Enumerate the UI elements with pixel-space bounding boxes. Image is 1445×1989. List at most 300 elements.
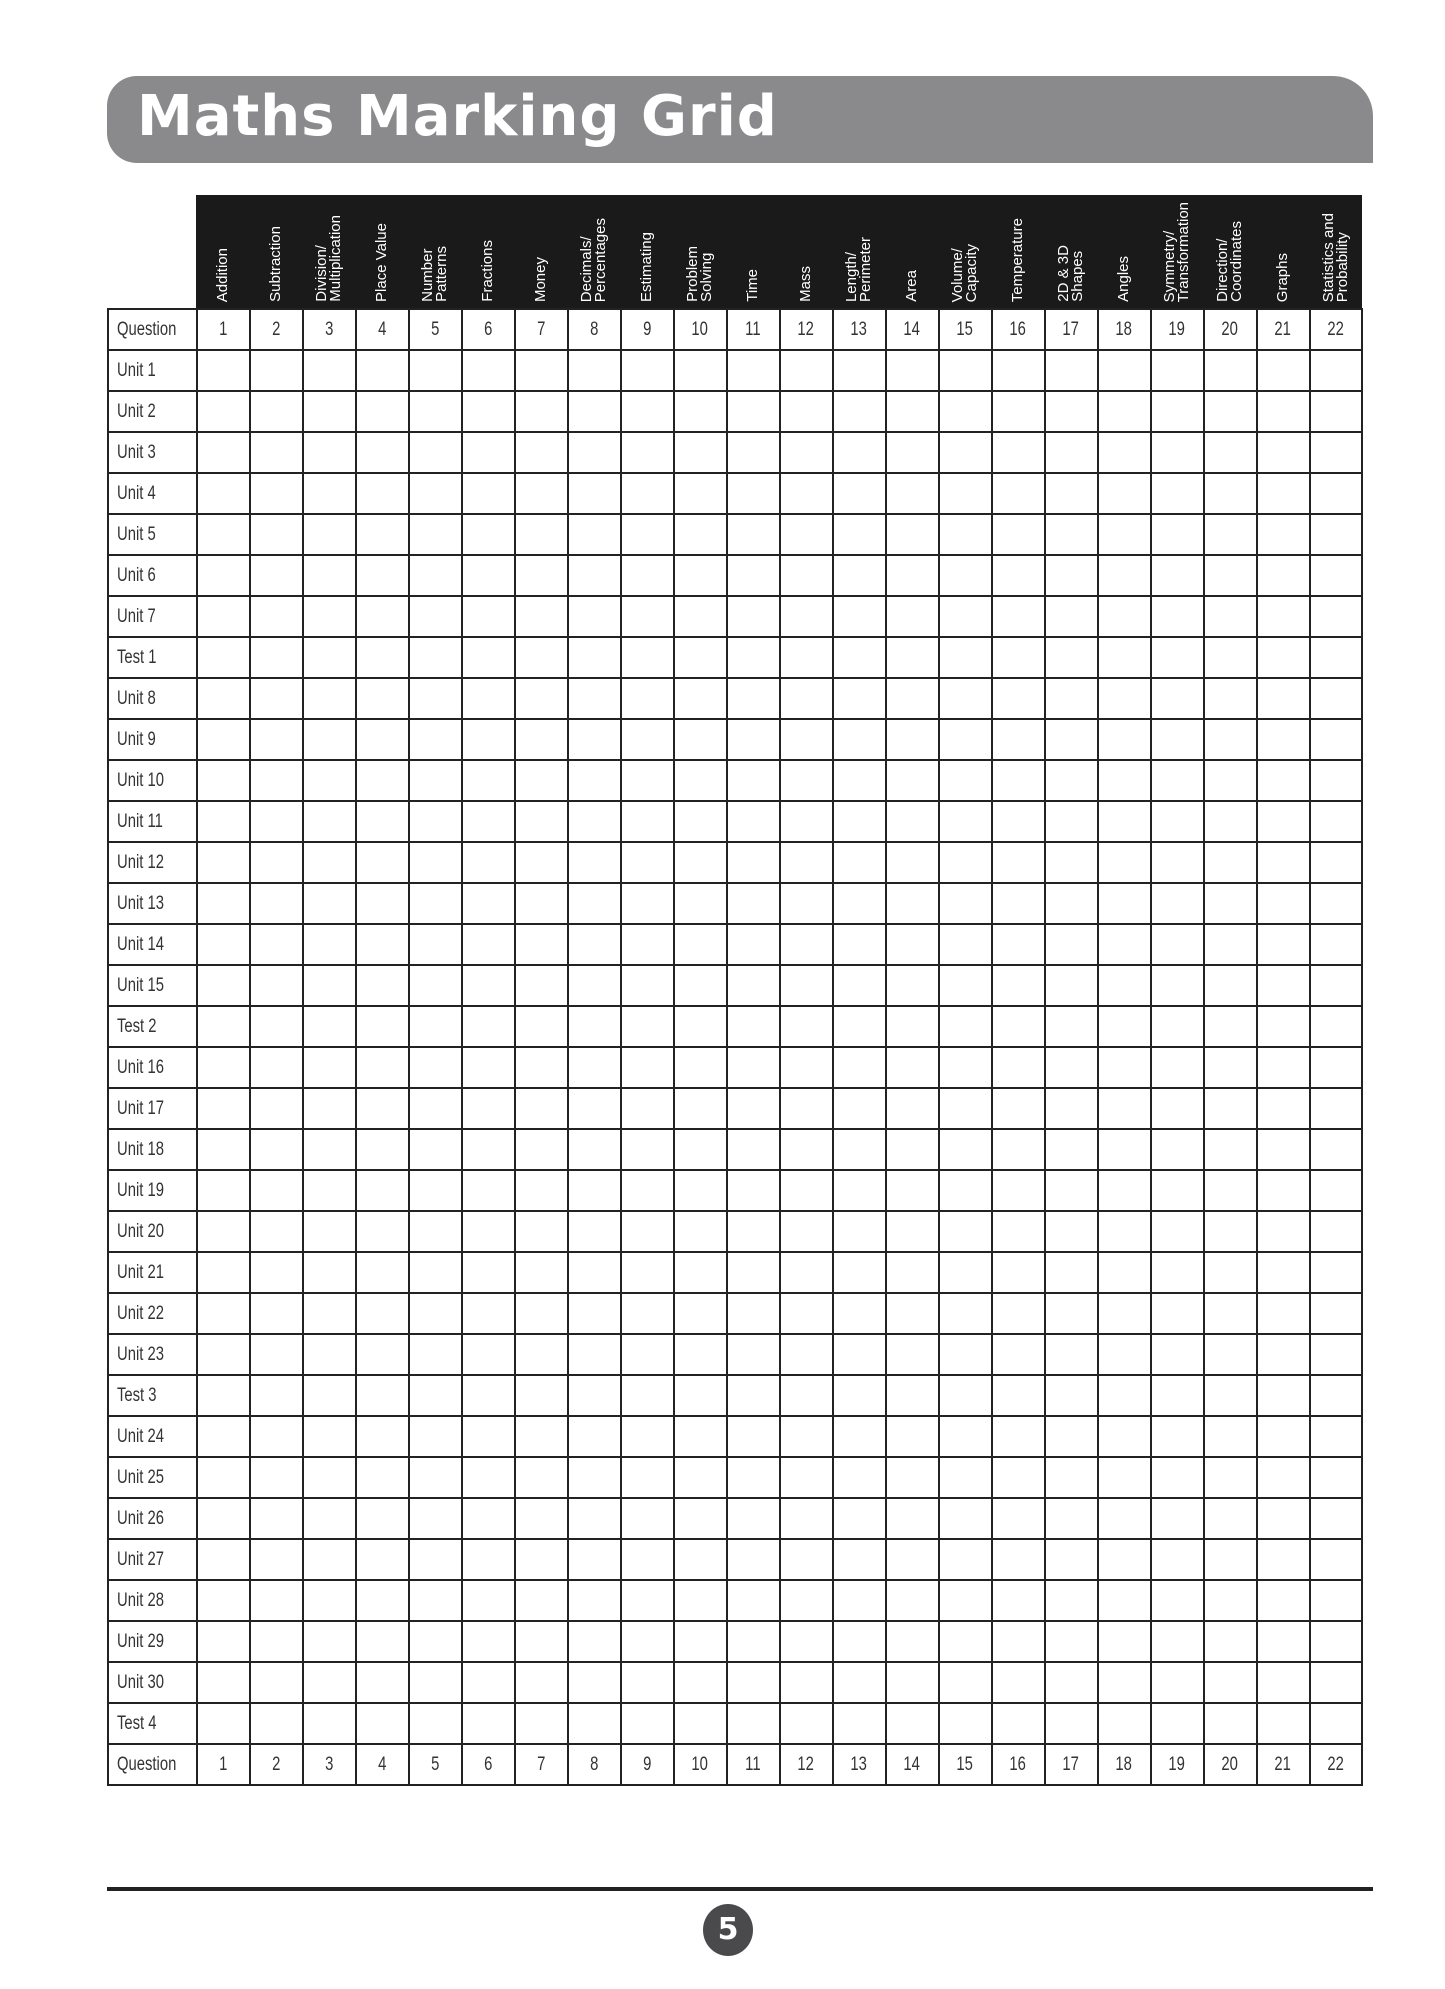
mark-cell[interactable] bbox=[1151, 1539, 1204, 1580]
mark-cell[interactable] bbox=[250, 760, 303, 801]
mark-cell[interactable] bbox=[727, 965, 780, 1006]
mark-cell[interactable] bbox=[621, 801, 674, 842]
mark-cell[interactable] bbox=[250, 1129, 303, 1170]
mark-cell[interactable] bbox=[515, 1170, 568, 1211]
mark-cell[interactable] bbox=[568, 760, 621, 801]
mark-cell[interactable] bbox=[1098, 514, 1151, 555]
mark-cell[interactable] bbox=[939, 1662, 992, 1703]
mark-cell[interactable] bbox=[462, 391, 515, 432]
mark-cell[interactable] bbox=[250, 432, 303, 473]
mark-cell[interactable] bbox=[356, 432, 409, 473]
mark-cell[interactable] bbox=[780, 719, 833, 760]
mark-cell[interactable] bbox=[356, 760, 409, 801]
mark-cell[interactable] bbox=[197, 1703, 250, 1744]
mark-cell[interactable] bbox=[197, 678, 250, 719]
mark-cell[interactable] bbox=[197, 596, 250, 637]
mark-cell[interactable] bbox=[727, 924, 780, 965]
mark-cell[interactable] bbox=[1098, 637, 1151, 678]
mark-cell[interactable] bbox=[515, 1252, 568, 1293]
mark-cell[interactable] bbox=[197, 1252, 250, 1293]
mark-cell[interactable] bbox=[1204, 1211, 1257, 1252]
mark-cell[interactable] bbox=[780, 924, 833, 965]
mark-cell[interactable] bbox=[1310, 1375, 1363, 1416]
mark-cell[interactable] bbox=[833, 965, 886, 1006]
mark-cell[interactable] bbox=[992, 1539, 1045, 1580]
mark-cell[interactable] bbox=[303, 965, 356, 1006]
mark-cell[interactable] bbox=[1257, 842, 1310, 883]
mark-cell[interactable] bbox=[356, 842, 409, 883]
mark-cell[interactable] bbox=[303, 1580, 356, 1621]
mark-cell[interactable] bbox=[250, 1498, 303, 1539]
mark-cell[interactable] bbox=[886, 1293, 939, 1334]
mark-cell[interactable] bbox=[409, 760, 462, 801]
mark-cell[interactable] bbox=[1310, 473, 1363, 514]
mark-cell[interactable] bbox=[886, 1088, 939, 1129]
mark-cell[interactable] bbox=[1098, 1580, 1151, 1621]
mark-cell[interactable] bbox=[1257, 965, 1310, 1006]
mark-cell[interactable] bbox=[621, 678, 674, 719]
mark-cell[interactable] bbox=[1204, 1375, 1257, 1416]
mark-cell[interactable] bbox=[939, 1211, 992, 1252]
mark-cell[interactable] bbox=[1045, 1703, 1098, 1744]
mark-cell[interactable] bbox=[674, 1703, 727, 1744]
mark-cell[interactable] bbox=[1204, 473, 1257, 514]
mark-cell[interactable] bbox=[356, 1457, 409, 1498]
mark-cell[interactable] bbox=[727, 555, 780, 596]
mark-cell[interactable] bbox=[1257, 1375, 1310, 1416]
mark-cell[interactable] bbox=[462, 1580, 515, 1621]
mark-cell[interactable] bbox=[621, 1129, 674, 1170]
mark-cell[interactable] bbox=[992, 432, 1045, 473]
mark-cell[interactable] bbox=[462, 1703, 515, 1744]
mark-cell[interactable] bbox=[674, 1621, 727, 1662]
mark-cell[interactable] bbox=[992, 350, 1045, 391]
mark-cell[interactable] bbox=[356, 1129, 409, 1170]
mark-cell[interactable] bbox=[727, 1129, 780, 1170]
mark-cell[interactable] bbox=[833, 1170, 886, 1211]
mark-cell[interactable] bbox=[303, 883, 356, 924]
mark-cell[interactable] bbox=[939, 555, 992, 596]
mark-cell[interactable] bbox=[462, 1047, 515, 1088]
mark-cell[interactable] bbox=[833, 432, 886, 473]
mark-cell[interactable] bbox=[939, 432, 992, 473]
mark-cell[interactable] bbox=[409, 1334, 462, 1375]
mark-cell[interactable] bbox=[1204, 965, 1257, 1006]
mark-cell[interactable] bbox=[462, 760, 515, 801]
mark-cell[interactable] bbox=[886, 1047, 939, 1088]
mark-cell[interactable] bbox=[1098, 1006, 1151, 1047]
mark-cell[interactable] bbox=[1098, 391, 1151, 432]
mark-cell[interactable] bbox=[992, 1580, 1045, 1621]
mark-cell[interactable] bbox=[727, 760, 780, 801]
mark-cell[interactable] bbox=[886, 473, 939, 514]
mark-cell[interactable] bbox=[462, 1129, 515, 1170]
mark-cell[interactable] bbox=[992, 1006, 1045, 1047]
mark-cell[interactable] bbox=[462, 1416, 515, 1457]
mark-cell[interactable] bbox=[303, 719, 356, 760]
mark-cell[interactable] bbox=[780, 391, 833, 432]
mark-cell[interactable] bbox=[780, 760, 833, 801]
mark-cell[interactable] bbox=[1151, 760, 1204, 801]
mark-cell[interactable] bbox=[1310, 1211, 1363, 1252]
mark-cell[interactable] bbox=[886, 1170, 939, 1211]
mark-cell[interactable] bbox=[727, 1621, 780, 1662]
mark-cell[interactable] bbox=[356, 883, 409, 924]
mark-cell[interactable] bbox=[674, 350, 727, 391]
mark-cell[interactable] bbox=[939, 760, 992, 801]
mark-cell[interactable] bbox=[1257, 1662, 1310, 1703]
mark-cell[interactable] bbox=[250, 678, 303, 719]
mark-cell[interactable] bbox=[992, 1375, 1045, 1416]
mark-cell[interactable] bbox=[1204, 883, 1257, 924]
mark-cell[interactable] bbox=[1310, 842, 1363, 883]
mark-cell[interactable] bbox=[568, 637, 621, 678]
mark-cell[interactable] bbox=[621, 965, 674, 1006]
mark-cell[interactable] bbox=[568, 924, 621, 965]
mark-cell[interactable] bbox=[1098, 1088, 1151, 1129]
mark-cell[interactable] bbox=[568, 473, 621, 514]
mark-cell[interactable] bbox=[1045, 1539, 1098, 1580]
mark-cell[interactable] bbox=[992, 924, 1045, 965]
mark-cell[interactable] bbox=[515, 1293, 568, 1334]
mark-cell[interactable] bbox=[250, 801, 303, 842]
mark-cell[interactable] bbox=[1257, 555, 1310, 596]
mark-cell[interactable] bbox=[674, 965, 727, 1006]
mark-cell[interactable] bbox=[250, 1047, 303, 1088]
mark-cell[interactable] bbox=[1045, 1170, 1098, 1211]
mark-cell[interactable] bbox=[1204, 1006, 1257, 1047]
mark-cell[interactable] bbox=[356, 801, 409, 842]
mark-cell[interactable] bbox=[1151, 1498, 1204, 1539]
mark-cell[interactable] bbox=[992, 1252, 1045, 1293]
mark-cell[interactable] bbox=[1310, 1662, 1363, 1703]
mark-cell[interactable] bbox=[1257, 514, 1310, 555]
mark-cell[interactable] bbox=[674, 1457, 727, 1498]
mark-cell[interactable] bbox=[1151, 883, 1204, 924]
mark-cell[interactable] bbox=[356, 1006, 409, 1047]
mark-cell[interactable] bbox=[727, 596, 780, 637]
mark-cell[interactable] bbox=[568, 514, 621, 555]
mark-cell[interactable] bbox=[939, 1416, 992, 1457]
mark-cell[interactable] bbox=[568, 801, 621, 842]
mark-cell[interactable] bbox=[780, 1580, 833, 1621]
mark-cell[interactable] bbox=[621, 1293, 674, 1334]
mark-cell[interactable] bbox=[780, 1088, 833, 1129]
mark-cell[interactable] bbox=[1257, 1457, 1310, 1498]
mark-cell[interactable] bbox=[886, 391, 939, 432]
mark-cell[interactable] bbox=[1098, 1047, 1151, 1088]
mark-cell[interactable] bbox=[197, 1047, 250, 1088]
mark-cell[interactable] bbox=[1310, 924, 1363, 965]
mark-cell[interactable] bbox=[780, 801, 833, 842]
mark-cell[interactable] bbox=[674, 1416, 727, 1457]
mark-cell[interactable] bbox=[515, 637, 568, 678]
mark-cell[interactable] bbox=[939, 637, 992, 678]
mark-cell[interactable] bbox=[833, 1703, 886, 1744]
mark-cell[interactable] bbox=[250, 1088, 303, 1129]
mark-cell[interactable] bbox=[727, 1006, 780, 1047]
mark-cell[interactable] bbox=[1045, 1375, 1098, 1416]
mark-cell[interactable] bbox=[250, 1580, 303, 1621]
mark-cell[interactable] bbox=[303, 514, 356, 555]
mark-cell[interactable] bbox=[833, 596, 886, 637]
mark-cell[interactable] bbox=[250, 1006, 303, 1047]
mark-cell[interactable] bbox=[409, 350, 462, 391]
mark-cell[interactable] bbox=[356, 719, 409, 760]
mark-cell[interactable] bbox=[621, 1252, 674, 1293]
mark-cell[interactable] bbox=[886, 760, 939, 801]
mark-cell[interactable] bbox=[780, 473, 833, 514]
mark-cell[interactable] bbox=[780, 1457, 833, 1498]
mark-cell[interactable] bbox=[515, 1006, 568, 1047]
mark-cell[interactable] bbox=[462, 1211, 515, 1252]
mark-cell[interactable] bbox=[1045, 1457, 1098, 1498]
mark-cell[interactable] bbox=[462, 1293, 515, 1334]
mark-cell[interactable] bbox=[303, 1334, 356, 1375]
mark-cell[interactable] bbox=[939, 1334, 992, 1375]
mark-cell[interactable] bbox=[1045, 1498, 1098, 1539]
mark-cell[interactable] bbox=[568, 1047, 621, 1088]
mark-cell[interactable] bbox=[1204, 1252, 1257, 1293]
mark-cell[interactable] bbox=[462, 1662, 515, 1703]
mark-cell[interactable] bbox=[886, 678, 939, 719]
mark-cell[interactable] bbox=[568, 1457, 621, 1498]
mark-cell[interactable] bbox=[674, 637, 727, 678]
mark-cell[interactable] bbox=[1257, 637, 1310, 678]
mark-cell[interactable] bbox=[1257, 1703, 1310, 1744]
mark-cell[interactable] bbox=[1045, 1662, 1098, 1703]
mark-cell[interactable] bbox=[409, 1498, 462, 1539]
mark-cell[interactable] bbox=[1045, 1621, 1098, 1662]
mark-cell[interactable] bbox=[939, 1539, 992, 1580]
mark-cell[interactable] bbox=[992, 965, 1045, 1006]
mark-cell[interactable] bbox=[621, 637, 674, 678]
mark-cell[interactable] bbox=[939, 391, 992, 432]
mark-cell[interactable] bbox=[1310, 1006, 1363, 1047]
mark-cell[interactable] bbox=[1045, 391, 1098, 432]
mark-cell[interactable] bbox=[727, 883, 780, 924]
mark-cell[interactable] bbox=[197, 473, 250, 514]
mark-cell[interactable] bbox=[939, 1170, 992, 1211]
mark-cell[interactable] bbox=[886, 1703, 939, 1744]
mark-cell[interactable] bbox=[886, 1457, 939, 1498]
mark-cell[interactable] bbox=[197, 1375, 250, 1416]
mark-cell[interactable] bbox=[727, 1539, 780, 1580]
mark-cell[interactable] bbox=[1098, 883, 1151, 924]
mark-cell[interactable] bbox=[356, 1662, 409, 1703]
mark-cell[interactable] bbox=[515, 883, 568, 924]
mark-cell[interactable] bbox=[1310, 1170, 1363, 1211]
mark-cell[interactable] bbox=[409, 1580, 462, 1621]
mark-cell[interactable] bbox=[780, 883, 833, 924]
mark-cell[interactable] bbox=[886, 842, 939, 883]
mark-cell[interactable] bbox=[1045, 350, 1098, 391]
mark-cell[interactable] bbox=[303, 842, 356, 883]
mark-cell[interactable] bbox=[992, 1498, 1045, 1539]
mark-cell[interactable] bbox=[727, 842, 780, 883]
mark-cell[interactable] bbox=[197, 1539, 250, 1580]
mark-cell[interactable] bbox=[780, 1375, 833, 1416]
mark-cell[interactable] bbox=[886, 965, 939, 1006]
mark-cell[interactable] bbox=[833, 514, 886, 555]
mark-cell[interactable] bbox=[1257, 1211, 1310, 1252]
mark-cell[interactable] bbox=[250, 883, 303, 924]
mark-cell[interactable] bbox=[833, 678, 886, 719]
mark-cell[interactable] bbox=[1204, 1293, 1257, 1334]
mark-cell[interactable] bbox=[1204, 924, 1257, 965]
mark-cell[interactable] bbox=[674, 514, 727, 555]
mark-cell[interactable] bbox=[992, 760, 1045, 801]
mark-cell[interactable] bbox=[674, 1047, 727, 1088]
mark-cell[interactable] bbox=[568, 719, 621, 760]
mark-cell[interactable] bbox=[1204, 1703, 1257, 1744]
mark-cell[interactable] bbox=[409, 678, 462, 719]
mark-cell[interactable] bbox=[727, 678, 780, 719]
mark-cell[interactable] bbox=[1310, 801, 1363, 842]
mark-cell[interactable] bbox=[621, 1580, 674, 1621]
mark-cell[interactable] bbox=[1310, 1621, 1363, 1662]
mark-cell[interactable] bbox=[462, 678, 515, 719]
mark-cell[interactable] bbox=[197, 1088, 250, 1129]
mark-cell[interactable] bbox=[356, 637, 409, 678]
mark-cell[interactable] bbox=[1045, 883, 1098, 924]
mark-cell[interactable] bbox=[674, 1252, 727, 1293]
mark-cell[interactable] bbox=[939, 1252, 992, 1293]
mark-cell[interactable] bbox=[568, 432, 621, 473]
mark-cell[interactable] bbox=[1310, 1334, 1363, 1375]
mark-cell[interactable] bbox=[462, 1539, 515, 1580]
mark-cell[interactable] bbox=[1098, 924, 1151, 965]
mark-cell[interactable] bbox=[1257, 719, 1310, 760]
mark-cell[interactable] bbox=[674, 1006, 727, 1047]
mark-cell[interactable] bbox=[1310, 1580, 1363, 1621]
mark-cell[interactable] bbox=[1204, 1047, 1257, 1088]
mark-cell[interactable] bbox=[1310, 514, 1363, 555]
mark-cell[interactable] bbox=[833, 473, 886, 514]
mark-cell[interactable] bbox=[833, 1621, 886, 1662]
mark-cell[interactable] bbox=[356, 1170, 409, 1211]
mark-cell[interactable] bbox=[674, 1211, 727, 1252]
mark-cell[interactable] bbox=[992, 555, 1045, 596]
mark-cell[interactable] bbox=[515, 1457, 568, 1498]
mark-cell[interactable] bbox=[303, 1252, 356, 1293]
mark-cell[interactable] bbox=[250, 473, 303, 514]
mark-cell[interactable] bbox=[1098, 1211, 1151, 1252]
mark-cell[interactable] bbox=[939, 719, 992, 760]
mark-cell[interactable] bbox=[727, 1047, 780, 1088]
mark-cell[interactable] bbox=[939, 1006, 992, 1047]
mark-cell[interactable] bbox=[1098, 965, 1151, 1006]
mark-cell[interactable] bbox=[303, 1375, 356, 1416]
mark-cell[interactable] bbox=[250, 1252, 303, 1293]
mark-cell[interactable] bbox=[992, 473, 1045, 514]
mark-cell[interactable] bbox=[515, 1498, 568, 1539]
mark-cell[interactable] bbox=[1204, 1580, 1257, 1621]
mark-cell[interactable] bbox=[727, 801, 780, 842]
mark-cell[interactable] bbox=[727, 1375, 780, 1416]
mark-cell[interactable] bbox=[992, 1211, 1045, 1252]
mark-cell[interactable] bbox=[674, 842, 727, 883]
mark-cell[interactable] bbox=[1151, 965, 1204, 1006]
mark-cell[interactable] bbox=[1045, 1211, 1098, 1252]
mark-cell[interactable] bbox=[621, 1211, 674, 1252]
mark-cell[interactable] bbox=[886, 719, 939, 760]
mark-cell[interactable] bbox=[409, 1252, 462, 1293]
mark-cell[interactable] bbox=[674, 924, 727, 965]
mark-cell[interactable] bbox=[727, 432, 780, 473]
mark-cell[interactable] bbox=[886, 637, 939, 678]
mark-cell[interactable] bbox=[515, 1662, 568, 1703]
mark-cell[interactable] bbox=[674, 760, 727, 801]
mark-cell[interactable] bbox=[1310, 760, 1363, 801]
mark-cell[interactable] bbox=[462, 883, 515, 924]
mark-cell[interactable] bbox=[727, 473, 780, 514]
mark-cell[interactable] bbox=[727, 514, 780, 555]
mark-cell[interactable] bbox=[621, 1170, 674, 1211]
mark-cell[interactable] bbox=[303, 555, 356, 596]
mark-cell[interactable] bbox=[1310, 883, 1363, 924]
mark-cell[interactable] bbox=[1098, 596, 1151, 637]
mark-cell[interactable] bbox=[780, 596, 833, 637]
mark-cell[interactable] bbox=[1151, 719, 1204, 760]
mark-cell[interactable] bbox=[515, 350, 568, 391]
mark-cell[interactable] bbox=[621, 1662, 674, 1703]
mark-cell[interactable] bbox=[515, 555, 568, 596]
mark-cell[interactable] bbox=[197, 760, 250, 801]
mark-cell[interactable] bbox=[197, 924, 250, 965]
mark-cell[interactable] bbox=[1204, 1539, 1257, 1580]
mark-cell[interactable] bbox=[1310, 637, 1363, 678]
mark-cell[interactable] bbox=[1310, 1703, 1363, 1744]
mark-cell[interactable] bbox=[674, 432, 727, 473]
mark-cell[interactable] bbox=[1151, 596, 1204, 637]
mark-cell[interactable] bbox=[1045, 637, 1098, 678]
mark-cell[interactable] bbox=[1045, 1088, 1098, 1129]
mark-cell[interactable] bbox=[250, 1703, 303, 1744]
mark-cell[interactable] bbox=[939, 883, 992, 924]
mark-cell[interactable] bbox=[250, 555, 303, 596]
mark-cell[interactable] bbox=[621, 1457, 674, 1498]
mark-cell[interactable] bbox=[303, 432, 356, 473]
mark-cell[interactable] bbox=[356, 596, 409, 637]
mark-cell[interactable] bbox=[1045, 514, 1098, 555]
mark-cell[interactable] bbox=[780, 678, 833, 719]
mark-cell[interactable] bbox=[674, 1129, 727, 1170]
mark-cell[interactable] bbox=[1151, 1252, 1204, 1293]
mark-cell[interactable] bbox=[356, 1211, 409, 1252]
mark-cell[interactable] bbox=[621, 432, 674, 473]
mark-cell[interactable] bbox=[886, 924, 939, 965]
mark-cell[interactable] bbox=[1257, 473, 1310, 514]
mark-cell[interactable] bbox=[886, 1662, 939, 1703]
mark-cell[interactable] bbox=[515, 719, 568, 760]
mark-cell[interactable] bbox=[1257, 883, 1310, 924]
mark-cell[interactable] bbox=[1098, 1375, 1151, 1416]
mark-cell[interactable] bbox=[356, 350, 409, 391]
mark-cell[interactable] bbox=[886, 883, 939, 924]
mark-cell[interactable] bbox=[833, 1252, 886, 1293]
mark-cell[interactable] bbox=[568, 1539, 621, 1580]
mark-cell[interactable] bbox=[515, 473, 568, 514]
mark-cell[interactable] bbox=[409, 1457, 462, 1498]
mark-cell[interactable] bbox=[780, 555, 833, 596]
mark-cell[interactable] bbox=[250, 1416, 303, 1457]
mark-cell[interactable] bbox=[1257, 1006, 1310, 1047]
mark-cell[interactable] bbox=[833, 719, 886, 760]
mark-cell[interactable] bbox=[886, 801, 939, 842]
mark-cell[interactable] bbox=[356, 1703, 409, 1744]
mark-cell[interactable] bbox=[356, 1047, 409, 1088]
